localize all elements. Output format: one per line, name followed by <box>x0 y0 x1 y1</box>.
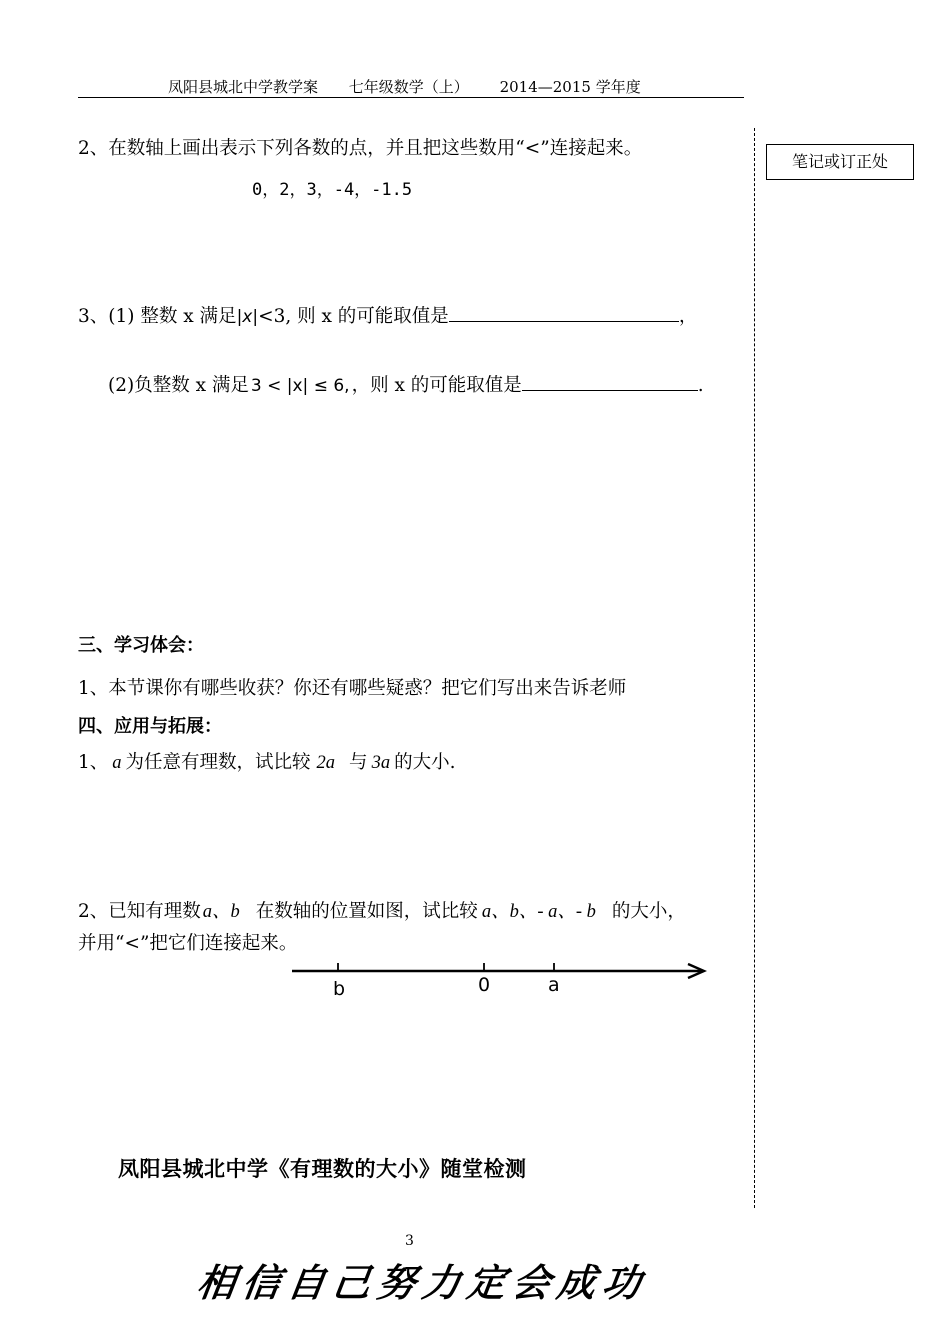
section-4-item-2-line-1 <box>78 897 686 923</box>
label-0: 0 <box>478 974 491 996</box>
q3-2-suffix: . <box>697 375 704 396</box>
quiz-title: 凤阳县城北中学《有理数的大小》随堂检测 <box>118 1156 527 1181</box>
page-header <box>168 76 667 97</box>
question-2: 2、在数轴上画出表示下列各数的点，并且把这些数用“<”连接起来。 <box>78 138 643 159</box>
q3-2-condition: 3 < |x| ≤ 6, <box>250 376 350 396</box>
section-3-title: 三、学习体会： <box>78 635 204 656</box>
s4-item2-mid: 在数轴的位置如图，试比较 <box>255 901 478 922</box>
q3-1-prefix: 3、(1) <box>78 306 141 327</box>
q3-2-answer-blank[interactable] <box>522 372 698 391</box>
margin-dashed-line <box>754 128 755 1208</box>
question-2-numbers: 0，2，3，-4，-1.5 <box>252 180 413 200</box>
s4-item1-pre: 1、 <box>78 752 109 773</box>
q3-1-text-b: <3, 则 x 的可能取值是 <box>258 306 449 327</box>
notes-box: 笔记或订正处 <box>766 144 914 180</box>
header-school: 凤阳县城北中学教学案 <box>168 78 319 96</box>
s4-item1-expr-2a: 2a <box>316 753 336 773</box>
label-b: b <box>333 978 346 1000</box>
label-a: a <box>548 974 560 996</box>
s4-item2-ab: a、b <box>202 902 240 922</box>
s4-item1-post: 的大小. <box>394 752 456 773</box>
section-4-item-1 <box>78 748 455 774</box>
section-4-title: 四、应用与拓展： <box>78 716 222 737</box>
question-3-1 <box>78 302 697 328</box>
s4-item2-list: a、b、- a、- b <box>481 902 596 922</box>
s4-item1-mid: 为任意有理数，试比较 <box>125 752 311 773</box>
question-3-2 <box>108 371 704 397</box>
s4-item1-a: a <box>112 753 122 773</box>
number-line-figure <box>288 955 718 1005</box>
q3-1-suffix: ， <box>678 306 698 327</box>
page-number: 3 <box>405 1233 414 1249</box>
motto-calligraphy: 相信自己努力定会成功 <box>194 1261 651 1305</box>
q3-1-text-a: 整数 x 满足 <box>140 306 237 327</box>
section-3-item-1: 1、本节课你有哪些收获？你还有哪些疑惑？把它们写出来告诉老师 <box>78 678 627 699</box>
q3-1-answer-blank[interactable] <box>449 303 679 322</box>
q3-2-text-b: ，则 x 的可能取值是 <box>351 375 522 396</box>
header-grade: 七年级数学（上） <box>348 78 469 96</box>
header-year: 2014—2015 学年度 <box>499 78 641 96</box>
s4-item2-post: 的大小， <box>611 901 686 922</box>
q3-2-text-a: (2)负整数 x 满足 <box>108 375 249 396</box>
section-4-item-2-line-2: 并用“<”把它们连接起来。 <box>78 933 298 954</box>
s4-item1-expr-3a: 3a <box>371 753 391 773</box>
s4-item1-and: 与 <box>349 752 368 773</box>
q3-1-abs: |x| <box>236 307 259 327</box>
s4-item2-pre: 2、已知有理数 <box>78 901 201 922</box>
header-rule <box>78 97 744 98</box>
